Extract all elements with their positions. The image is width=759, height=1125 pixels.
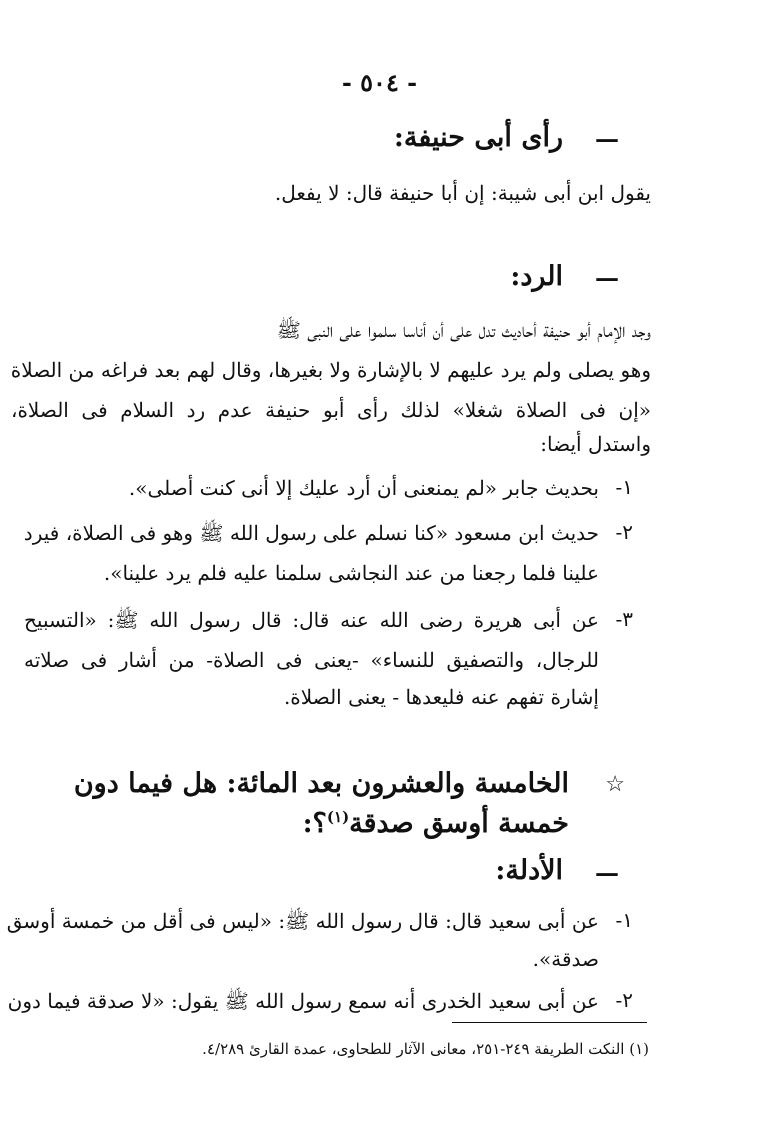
list-item-line: علينا فلما رجعنا من عند النجاشى سلمنا عليه فلم يرد علينا».	[103, 561, 599, 585]
list-item-line: بحديث جابر «لم يمنعنى أن أرد عليك إلا أنى كنت أصلى».	[128, 476, 599, 500]
section-dash: —	[595, 124, 619, 153]
footnote-divider	[452, 1022, 647, 1023]
list-item-line: إشارة تفهم عنه فليعدها - يعنى الصلاة.	[283, 685, 599, 709]
paragraph-line: وهو يصلى ولم يرد عليهم لا بالإشارة ولا بغيرها، وقال لهم بعد فراغه من الصلاة	[10, 358, 651, 382]
list-item-line: عن أبى هريرة رضى الله عنه قال: قال رسول الله ﷺ: «التسبيح	[24, 608, 599, 632]
list-item-line: حديث ابن مسعود «كنا نسلم على رسول الله ﷺ وهو فى الصلاة، فيرد	[23, 521, 599, 545]
list-number: ٢-	[615, 988, 633, 1012]
question-heading-continued	[303, 808, 569, 839]
list-number: ١-	[615, 908, 633, 932]
section-heading-evidence: الأدلة:	[495, 855, 563, 886]
list-item-line: للرجال، والتصفيق للنساء» -يعنى فى الصلاة- من أشار فى صلاته	[24, 648, 599, 672]
section-dash: —	[595, 263, 619, 292]
list-number: ١-	[615, 475, 633, 499]
star-icon: ☆	[605, 772, 625, 797]
list-number: ٢-	[615, 520, 633, 544]
list-item-line: عن أبى سعيد الخدرى أنه سمع رسول الله ﷺ يقول: «لا صدقة فيما دون	[7, 989, 599, 1013]
section-heading-abu-hanifa: رأى أبى حنيفة:	[393, 122, 563, 153]
footnote-text: النكت الطريفة ٢٤٩-٢٥١، معانى الآثار للطحاوى، عمدة القارئ ٤/٢٨٩.	[202, 1040, 625, 1058]
section-dash: —	[595, 858, 619, 887]
question-heading-text: خمسة أوسق صدقة	[349, 808, 569, 839]
section-heading-reply: الرد:	[510, 261, 563, 292]
question-heading-end: ؟:	[302, 808, 327, 839]
paragraph-line: وجد الإمام أبو حنيفة أحاديث تدل على أن أناسا سلموا على النبى ﷺ	[276, 318, 651, 342]
page-number: - ٥٠٤ -	[341, 68, 418, 97]
paragraph-line: واستدل أيضا:	[540, 432, 651, 456]
body-text-line: يقول ابن أبى شيبة: إن أبا حنيفة قال: لا يفعل.	[274, 181, 651, 205]
list-item-line: عن أبى سعيد قال: قال رسول الله ﷺ: «ليس فى أقل من خمسة أوسق	[6, 909, 599, 933]
footnote-marker: (١)	[326, 808, 350, 826]
paragraph-line: «إن فى الصلاة شغلا» لذلك رأى أبو حنيفة عدم رد السلام فى الصلاة،	[11, 398, 651, 422]
list-item-line: صدقة».	[532, 947, 599, 971]
question-heading: الخامسة والعشرون بعد المائة: هل فيما دون	[73, 768, 569, 799]
list-number: ٣-	[615, 607, 633, 631]
footnote-number: (١)	[629, 1040, 649, 1058]
footnote	[202, 1040, 649, 1058]
